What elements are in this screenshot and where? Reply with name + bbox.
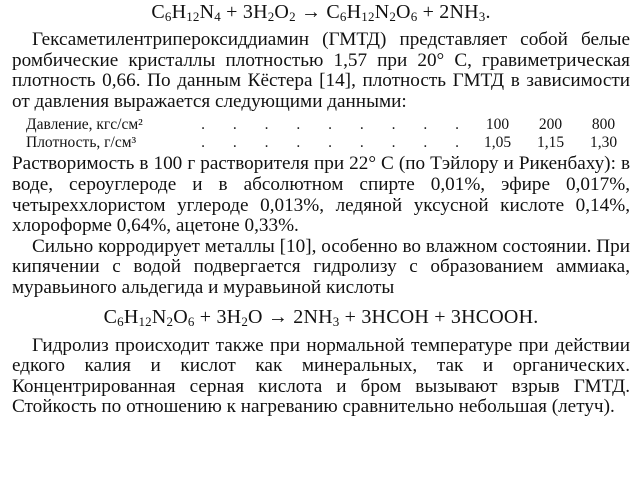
- paragraph-solubility: Растворимость в 100 г растворителя при 22° С (по Тэйлору и Рикенбаху): в воде, сероуглероде и в абсолютном спирте 0,01%, эфире 0,017%, четыреххлористом углероде 0,013%, ледяной уксусной кислоте 0,14%, хлороформе 0,64%, ацетоне 0,33%.: [12, 153, 630, 237]
- table-cell: 1,05: [483, 134, 512, 152]
- leader-dots: . . . . . . . . .: [201, 134, 472, 152]
- paragraph-properties: Гексаметилентрипероксиддиамин (ГМТД) представляет собой белые ромбические кристаллы плотностью 1,57 при 20° С, гравиметрическая плотность 0,66. По данным Кёстера [14], плотность ГМТД в зависимости от давления выражается следующими данными:: [12, 29, 630, 112]
- paragraph-hydrolysis-stability: Гидролиз происходит также при нормальной температуре при действии едкого калия и кислот как минеральных, так и органических. Концентрированная серная кислота и бром вызывают взрыв ГМТД. Стойкость по отношению к нагреванию сравнительно небольшая (летуч).: [12, 334, 630, 418]
- table-row: [12, 116, 630, 134]
- row-label: Плотность, г/см³: [26, 134, 137, 152]
- pressure-density-table: [12, 116, 630, 152]
- table-cell: 1,30: [589, 134, 618, 152]
- table-cell: 200: [538, 116, 563, 134]
- reaction-formula-synthesis: $C_6H_{12}N_4 + 3H_2O_2 \to C_6H_{12}N_2O_6 + 2NH_3$.: [151, 1, 491, 24]
- table-cell: 1,15: [536, 134, 565, 152]
- reaction-formula-hydrolysis: $C_6H_{12}N_2O_6 + 3H_2O \to 2NH_3$ + 3HCOH + 3HCOOH.: [103, 305, 539, 329]
- table-cell: 100: [485, 116, 510, 134]
- table-cell: 800: [591, 116, 616, 134]
- row-label: Давление, кгс/см²: [26, 116, 143, 134]
- leader-dots: . . . . . . . . .: [201, 116, 472, 134]
- table-row: [12, 134, 630, 152]
- paragraph-corrosion: Сильно корродирует металлы [10], особенно во влажном состоянии. При кипячении с водой подвергается гидролизу с образованием аммиака, муравьиного альдегида и муравьиной кислоты: [12, 235, 630, 298]
